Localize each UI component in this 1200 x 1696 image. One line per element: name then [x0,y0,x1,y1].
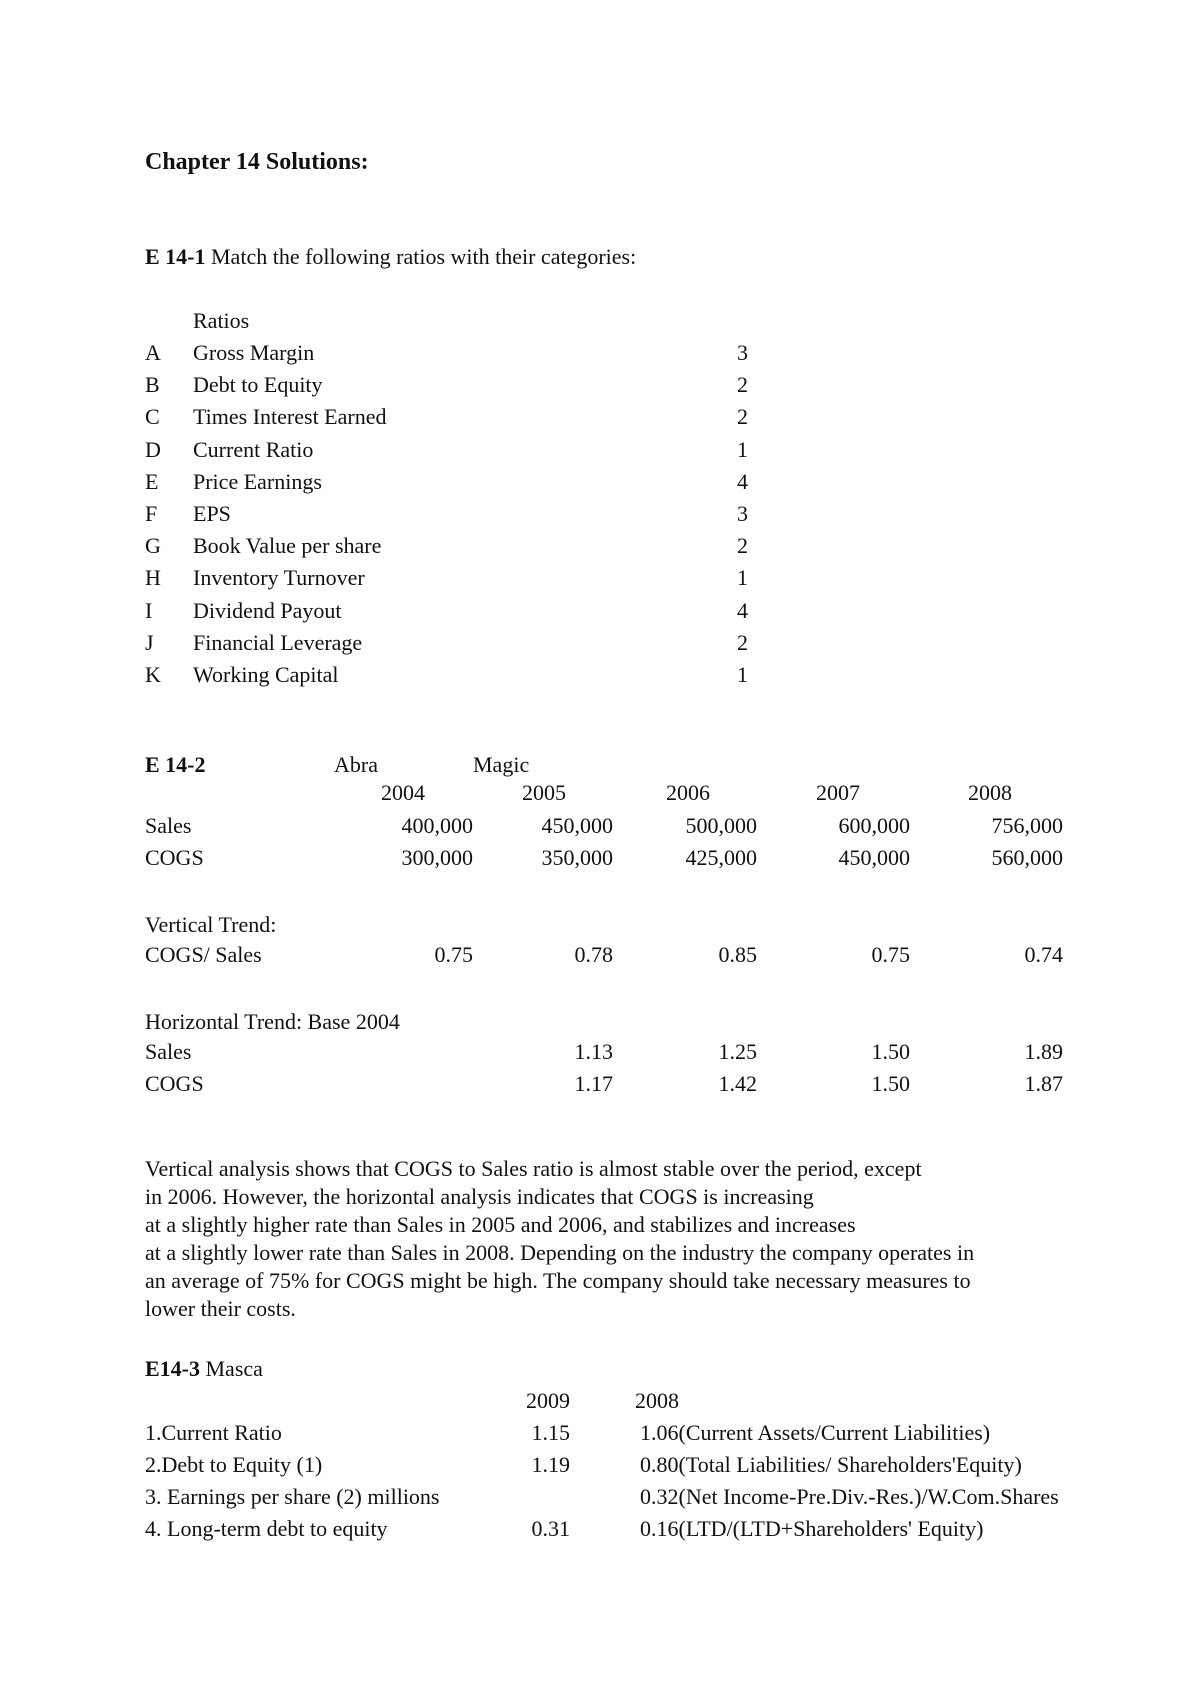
ratio-name: EPS [193,501,231,526]
year-header: 2005 [522,780,566,805]
value-2008-with-formula [640,1422,990,1444]
paragraph-line: at a slightly higher rate than Sales in 2005 and 2006, and stabilizes and increases [145,1212,856,1237]
table-cell: 756,000 [991,813,1063,838]
table-cell: 560,000 [991,845,1063,870]
table-cell: 500,000 [685,813,757,838]
ratio-letter: C [145,404,160,430]
ratio-name: Times Interest Earned [193,404,387,430]
ratio-category: 1 [737,565,748,591]
ratio-name: Current Ratio [193,436,314,462]
year-2009-header: 2009 [526,1388,570,1413]
ratio-letter: A [145,340,161,365]
ratio-letter: E [145,468,159,494]
value-2008-with-formula [640,1518,983,1540]
ratio-name: Price Earnings [193,468,322,494]
paragraph-line: in 2006. However, the horizontal analysis indicates that COGS is increasing [145,1184,814,1209]
ratio-name: 1.Current Ratio [145,1420,282,1445]
table-cell: 0.74 [1024,942,1063,967]
value-2009: 1.19 [531,1452,570,1477]
paragraph-line: at a slightly lower rate than Sales in 2008. Depending on the industry the company operates in [145,1240,975,1265]
year-2008-header: 2008 [635,1388,679,1413]
value-2008-with-formula [640,1454,1022,1476]
table-cell: 0.75 [434,942,473,967]
ratio-category: 2 [737,404,748,430]
table-cell: 400,000 [401,813,473,838]
value-2008: 0.16 [640,1516,679,1541]
cogs-label: COGS [145,845,204,870]
paragraph-line: lower their costs. [145,1296,296,1321]
ratio-name: 2.Debt to Equity (1) [145,1452,323,1477]
table-cell: 1.50 [871,1071,910,1096]
table-cell: 1.87 [1024,1071,1063,1096]
ratio-name: Gross Margin [193,340,315,365]
ratio-name: Debt to Equity [193,372,323,398]
ratio-name: Financial Leverage [193,629,363,655]
table-cell: 1.13 [574,1039,613,1064]
e14-2-label: E 14-2 [145,752,206,777]
page-title: Chapter 14 Solutions: [145,149,369,175]
vertical-trend-label: Vertical Trend: [145,912,277,937]
ratio-name: Working Capital [193,662,339,687]
year-header: 2006 [666,780,710,805]
table-cell: 1.42 [718,1071,757,1096]
table-cell: 450,000 [838,845,910,870]
ratio-letter: I [145,597,153,623]
paragraph-line: an average of 75% for COGS might be high. The company should take necessary measures to [145,1268,971,1293]
e14-3-label: E14-3 [145,1356,200,1381]
value-2008: 0.32 [640,1484,679,1509]
ratio-letter: K [145,662,161,687]
ratio-category: 3 [737,340,748,365]
e14-1-label: E 14-1 [145,244,206,269]
e14-3-company: Masca [205,1356,263,1381]
year-header: 2008 [968,780,1012,805]
value-2008-with-formula [640,1486,1059,1508]
horizontal-sales-label: Sales [145,1039,192,1064]
ratio-formula: (Net Income-Pre.Div.-Res.)/W.Com.Shares [678,1484,1059,1509]
e14-1-heading [145,246,636,268]
year-header: 2004 [381,780,425,805]
year-header: 2007 [816,780,860,805]
table-cell: 600,000 [838,813,910,838]
ratio-name: Dividend Payout [193,597,342,623]
company-magic: Magic [473,752,530,777]
ratio-letter: J [145,629,154,655]
ratio-category: 3 [737,501,748,526]
table-cell: 1.89 [1024,1039,1063,1064]
table-cell: 300,000 [401,845,473,870]
table-cell: 425,000 [685,845,757,870]
table-cell: 1.25 [718,1039,757,1064]
table-cell: 1.17 [574,1071,613,1096]
value-2008: 1.06 [640,1420,679,1445]
paragraph-line: Vertical analysis shows that COGS to Sales ratio is almost stable over the period, except [145,1156,922,1181]
ratio-letter: F [145,501,158,526]
ratio-formula: (LTD/(LTD+Shareholders' Equity) [678,1516,984,1541]
ratio-category: 1 [737,436,748,462]
table-cell: 0.78 [574,942,613,967]
company-abra: Abra [334,752,378,777]
ratio-category: 2 [737,533,748,559]
ratio-category: 4 [737,597,748,623]
cogs-sales-label: COGS/ Sales [145,942,262,967]
sales-label: Sales [145,813,192,838]
ratio-letter: B [145,372,160,398]
ratio-letter: G [145,533,161,559]
ratio-name: Book Value per share [193,533,382,559]
table-cell: 0.75 [871,942,910,967]
value-2008: 0.80 [640,1452,679,1477]
ratios-header: Ratios [193,308,250,333]
ratio-name: Inventory Turnover [193,565,365,591]
value-2009: 1.15 [531,1420,570,1445]
ratio-formula: (Total Liabilities/ Shareholders'Equity) [678,1452,1022,1477]
value-2009: 0.31 [531,1516,570,1541]
ratio-formula: (Current Assets/Current Liabilities) [678,1420,991,1445]
ratio-category: 2 [737,372,748,398]
e14-1-prompt: Match the following ratios with their categories: [211,244,637,269]
ratio-name: 4. Long-term debt to equity [145,1516,388,1541]
ratio-letter: H [145,565,161,591]
ratio-category: 4 [737,468,748,494]
ratio-category: 2 [737,629,748,655]
ratio-category: 1 [737,662,748,687]
ratio-name: 3. Earnings per share (2) millions [145,1484,440,1509]
ratio-letter: D [145,436,161,462]
table-cell: 350,000 [541,845,613,870]
table-cell: 0.85 [718,942,757,967]
e14-3-heading [145,1358,263,1380]
table-cell: 450,000 [541,813,613,838]
horizontal-trend-label: Horizontal Trend: Base 2004 [145,1009,400,1034]
table-cell: 1.50 [871,1039,910,1064]
horizontal-cogs-label: COGS [145,1071,204,1096]
